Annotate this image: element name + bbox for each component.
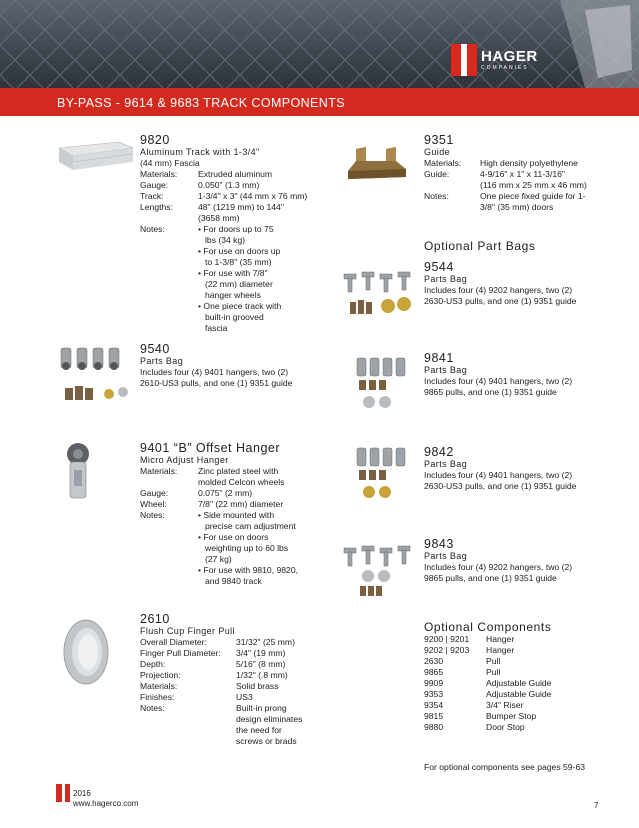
see-pages-note: For optional components see pages 59-63 [424, 762, 585, 772]
logo-name: HAGER [481, 48, 538, 65]
part-subtitle: Parts Bag [424, 551, 468, 561]
page-title: BY-PASS - 9614 & 9683 TRACK COMPONENTS [57, 96, 345, 110]
spec-row: Materials: High density polyethylene [424, 158, 578, 168]
product-9540 [140, 342, 340, 389]
notes-row: Notes: • Side mounted with precise cam adjustment • For use on doors weighting up to 60 lbs (27 kg) • For use with 9810, 9820, and 9840 track [140, 510, 340, 587]
spec-row: Projection: 1/32" (.8 mm) [140, 670, 288, 680]
optional-components-list [424, 634, 629, 733]
section-title-bar [0, 88, 639, 116]
list-item: 9815 Bumper Stop [424, 711, 537, 721]
hager-footer-logo-icon [56, 784, 70, 802]
part-description: 9865 pulls, and one (1) 9351 guide [424, 573, 557, 583]
offset-hanger-image [60, 440, 100, 506]
parts-bag-9540-image [57, 344, 133, 414]
part-number: 9820 [140, 133, 170, 147]
part-number: 9842 [424, 445, 454, 459]
product-9842 [424, 445, 629, 492]
part-number: 9841 [424, 351, 454, 365]
list-item: 9202 | 9203 Hanger [424, 645, 515, 655]
part-description: Includes four (4) 9401 hangers, two (2) [140, 367, 289, 377]
spec-row: Notes: One piece fixed guide for 1-3/8" (35 mm) doors [424, 191, 586, 212]
product-9820 [140, 133, 340, 334]
page-number: 7 [594, 801, 599, 810]
spec-row: Materials: Zinc plated steel with molded Celcon wheels [140, 466, 285, 487]
part-description: 2610-US3 pulls, and one (1) 9351 guide [140, 378, 293, 388]
part-description: Includes four (4) 9202 hangers, two (2) [424, 285, 573, 295]
part-description: 9865 pulls, and one (1) 9351 guide [424, 387, 557, 397]
part-subtitle: Parts Bag [424, 459, 468, 469]
product-9544 [424, 260, 629, 307]
part-subtitle: Parts Bag [424, 365, 468, 375]
note-item: • Side mounted with precise cam adjustment [198, 510, 296, 531]
parts-bag-9843-image [340, 542, 420, 600]
note-item: • For use with 9810, 9820, and 9840 track [198, 565, 298, 586]
spec-row: (116 mm x 25 mm x 46 mm) [480, 180, 587, 190]
footer-year: 2016 [73, 789, 91, 798]
part-subtitle: Parts Bag [424, 274, 468, 284]
spec-row: Materials: Extruded aluminum [140, 169, 273, 179]
part-description: 2630-US3 pulls, and one (1) 9351 guide [424, 481, 577, 491]
spec-row: Finger Pull Diameter: 3/4" (19 mm) [140, 648, 286, 658]
part-description: 2630-US3 pulls, and one (1) 9351 guide [424, 296, 577, 306]
spec-row: Overall Diameter: 31/32" (25 mm) [140, 637, 295, 647]
diamond-pattern-background [0, 0, 639, 88]
part-description: Includes four (4) 9202 hangers, two (2) [424, 562, 573, 572]
note-item: • For doors up to 75 lbs (34 kg) [198, 224, 274, 245]
logo-tagline: COMPANIES [481, 65, 529, 71]
part-subtitle: Guide [424, 147, 451, 157]
spec-row: Depth: 5/16" (8 mm) [140, 659, 286, 669]
parts-bag-9544-image [340, 268, 420, 320]
optional-components-heading: Optional Components [424, 620, 552, 634]
footer-info [73, 789, 138, 809]
spec-row: Lengths: 48" (1219 mm) to 144" [140, 202, 284, 212]
part-subtitle: Micro Adjust Hanger [140, 455, 229, 465]
part-number: 9544 [424, 260, 454, 274]
list-item: 9865 Pull [424, 667, 501, 677]
spec-row: Materials: Solid brass [140, 681, 279, 691]
parts-bag-9842-image [355, 446, 413, 508]
spec-row: Gauge: 0.050" (1.3 mm) [140, 180, 260, 190]
spec-row: Gauge: 0.075" (2 mm) [140, 488, 253, 498]
product-9841 [424, 351, 629, 398]
part-subtitle: Aluminum Track with 1-3/4" [140, 147, 260, 157]
note-item: • For use on doors weighting up to 60 lbs (27 kg) [198, 532, 289, 564]
part-subtitle-cont: (44 mm) Fascia [140, 158, 200, 168]
part-number: 9401 “B” Offset Hanger [140, 441, 281, 455]
spec-row: Wheel: 7/8" (22 mm) diameter [140, 499, 284, 509]
hager-logo[interactable] [451, 44, 538, 76]
page-header-banner [0, 0, 639, 88]
note-item: • For use with 7/8" (22 mm) diameter hanger wheels [198, 268, 273, 300]
spec-row: Finishes: US3 [140, 692, 253, 702]
optional-part-bags-heading: Optional Part Bags [424, 239, 536, 253]
list-item: 9909 Adjustable Guide [424, 678, 552, 688]
list-item: 9200 | 9201 Hanger [424, 634, 515, 644]
spec-row: Guide: 4-9/16" x 1" x 11-3/16" [424, 169, 565, 179]
footer-url[interactable]: www.hagerco.com [73, 799, 139, 808]
note-item: • One piece track with built-in grooved fascia [198, 301, 282, 333]
spec-row: (3658 mm) [198, 213, 240, 223]
hager-logo-mark-icon [451, 44, 477, 76]
note-item: • For use on doors up to 1-3/8" (35 mm) [198, 246, 281, 267]
spec-row: Notes: Built-in prong design eliminates the need for screws or brads [140, 703, 303, 746]
part-number: 9843 [424, 537, 454, 551]
spec-row: Track: 1-3/4" x 3" (44 mm x 76 mm) [140, 191, 308, 201]
part-subtitle: Parts Bag [140, 356, 184, 366]
guide-image [344, 143, 410, 183]
part-number: 9351 [424, 133, 454, 147]
part-description: Includes four (4) 9401 hangers, two (2) [424, 376, 573, 386]
list-item: 9353 Adjustable Guide [424, 689, 552, 699]
parts-bag-9841-image [355, 356, 413, 418]
aluminum-track-image [57, 140, 135, 172]
list-item: 9880 Door Stop [424, 722, 525, 732]
part-description: Includes four (4) 9401 hangers, two (2) [424, 470, 573, 480]
product-9401 [140, 441, 340, 587]
flush-cup-pull-image [61, 617, 111, 687]
product-9351 [424, 133, 629, 213]
list-item: 2630 Pull [424, 656, 501, 666]
notes-row: Notes: • For doors up to 75 lbs (34 kg) • For use on doors up to 1-3/8" (35 mm) • For use with 7/8" (22 mm) diameter hanger wheels • One piece track with built-in grooved fascia [140, 224, 282, 333]
product-2610 [140, 612, 340, 747]
part-subtitle: Flush Cup Finger Pull [140, 626, 235, 636]
list-item: 9354 3/4" Riser [424, 700, 524, 710]
product-9843 [424, 537, 629, 584]
part-number: 2610 [140, 612, 170, 626]
part-number: 9540 [140, 342, 170, 356]
